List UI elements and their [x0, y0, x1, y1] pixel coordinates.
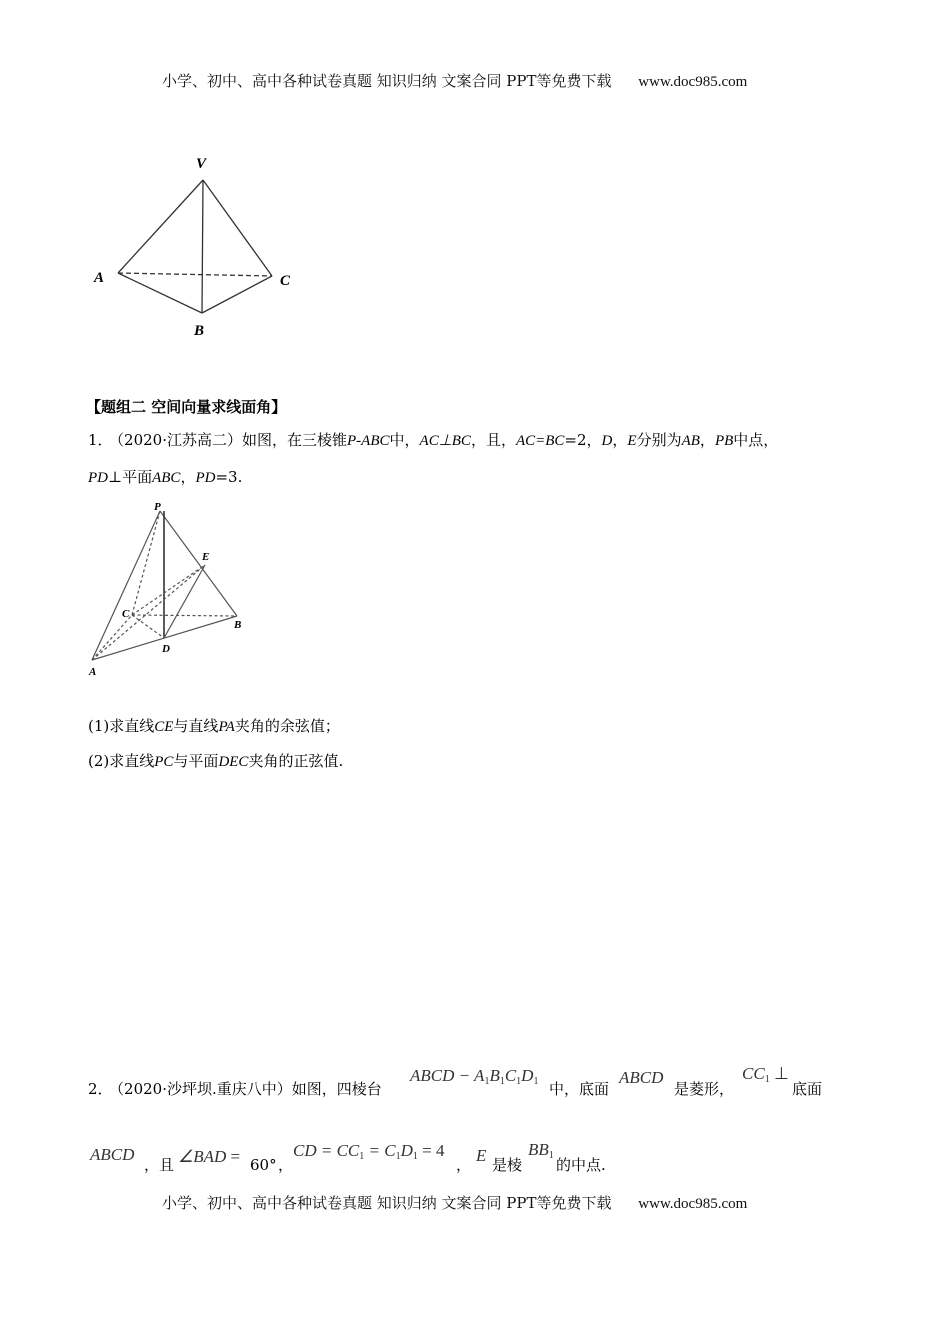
- problem1-source: （2020·江苏高二）: [116, 431, 242, 449]
- problem2-angle: [178, 1147, 240, 1167]
- problem1-pabc: P-ABC: [347, 433, 390, 449]
- problem2-e: E: [476, 1146, 487, 1165]
- question-dec: DEC: [218, 754, 249, 770]
- formula-part: ⊥: [769, 1064, 789, 1083]
- problem1-text: ⊥平面: [108, 468, 153, 486]
- footer-text: 小学、初中、高中各种试卷真题 知识归纳 文案合同 PPT等免费下载: [162, 1194, 612, 1212]
- formula-sub: 1: [516, 1076, 522, 1087]
- problem1-pb: PB: [714, 433, 734, 449]
- question-ce: CE: [154, 719, 174, 735]
- problem1-text: 中，: [389, 431, 420, 449]
- problem2-base-2: ABCD: [90, 1145, 135, 1164]
- formula-part: ABCD − A: [410, 1066, 485, 1085]
- section-title: 【题组二 空间向量求线面角】: [86, 398, 287, 416]
- formula-part: D: [521, 1066, 534, 1085]
- problem2-text-6: ，: [278, 1156, 294, 1174]
- label-c: C: [280, 273, 291, 289]
- formula-part: D: [400, 1141, 413, 1160]
- problem1-text: ，且，: [470, 431, 516, 449]
- formula-sub: 1: [484, 1076, 490, 1087]
- problem2-prism-formula: [410, 1066, 538, 1087]
- problem1-text: =2，: [564, 431, 602, 449]
- question-pc: PC: [154, 754, 174, 770]
- formula-part: = 4: [417, 1141, 445, 1160]
- label-b: B: [234, 619, 242, 631]
- label-a: A: [94, 270, 105, 286]
- problem1-text: ，: [612, 431, 628, 449]
- problem2-angle-value: 60°: [250, 1156, 277, 1174]
- problem1-ab: AB: [681, 433, 700, 449]
- edge-vc: [203, 180, 272, 276]
- question-pa: PA: [218, 719, 235, 735]
- formula-sub: 1: [548, 1150, 554, 1161]
- problem2-text: 如图，四棱台: [291, 1080, 382, 1098]
- label-p: P: [154, 501, 161, 513]
- question-text: 夹角的余弦值；: [234, 717, 340, 735]
- formula-sub: 1: [499, 1076, 505, 1087]
- page-header: [162, 70, 747, 91]
- problem2-base: ABCD: [619, 1068, 664, 1087]
- problem2-number-source: [88, 1079, 382, 1099]
- formula-sub: 1: [359, 1151, 365, 1162]
- label-c: C: [122, 608, 130, 620]
- edge-pa: [92, 511, 160, 660]
- problem1-d: D: [601, 433, 613, 449]
- problem2-text-4: 底面: [792, 1080, 823, 1098]
- problem2-text-2: 中，底面: [549, 1080, 610, 1098]
- formula-part: =: [226, 1147, 241, 1166]
- question-1: [88, 716, 340, 737]
- edge-ac-hidden: [118, 273, 272, 276]
- question-2: [88, 751, 343, 772]
- page-footer: [162, 1192, 747, 1213]
- formula-part: B: [489, 1066, 500, 1085]
- question-text: 夹角的正弦值.: [248, 752, 344, 770]
- problem2-source: （2020·沙坪坝.重庆八中）: [116, 1080, 292, 1098]
- edge-vb: [202, 180, 203, 313]
- problem2-number: 2．: [88, 1080, 113, 1098]
- formula-part: BB: [528, 1140, 549, 1159]
- formula-part: ∠BAD: [178, 1147, 227, 1166]
- label-v: V: [196, 156, 207, 172]
- question-text: (1)求直线: [88, 717, 155, 735]
- formula-part: C: [504, 1066, 517, 1085]
- problem1-text: 分别为: [636, 431, 682, 449]
- label-a: A: [89, 666, 97, 678]
- problem1-text: 中点，: [733, 431, 779, 449]
- figure-tetrahedron-vabc: [80, 145, 320, 345]
- problem1-acbc: AC⊥BC: [419, 433, 471, 449]
- formula-sub: 1: [533, 1076, 539, 1087]
- edge-cb-hidden: [132, 615, 237, 616]
- formula-sub: 1: [395, 1151, 401, 1162]
- edge-ac-hidden: [92, 615, 132, 660]
- problem1-number: 1．: [88, 431, 113, 449]
- problem2-bb: [528, 1140, 554, 1161]
- problem1-line2: [88, 467, 242, 488]
- figure-pyramid-pabc: [82, 498, 262, 682]
- problem1-pd: PD: [88, 470, 108, 486]
- question-text: 与平面: [173, 752, 219, 770]
- problem1-text: 如图，在三棱锥: [242, 431, 348, 449]
- edge-ab: [118, 273, 202, 313]
- problem1-e: E: [627, 433, 637, 449]
- formula-part: = C: [364, 1141, 396, 1160]
- problem2-text-3: 是菱形，: [674, 1080, 735, 1098]
- header-site: www.doc985.com: [638, 74, 748, 90]
- edge-ae-hidden: [92, 565, 205, 660]
- problem2-text-8: 是棱: [492, 1156, 523, 1174]
- edge-ce-hidden: [132, 565, 205, 615]
- edge-va: [118, 180, 203, 273]
- problem1-aceq: AC=BC: [515, 433, 565, 449]
- question-text: (2)求直线: [88, 752, 155, 770]
- formula-part: CC: [742, 1064, 765, 1083]
- problem1-text: =3.: [215, 468, 243, 486]
- edge-pb: [160, 511, 237, 616]
- edge-cd-hidden: [132, 615, 164, 638]
- problem2-text-9: 的中点.: [556, 1156, 606, 1174]
- problem1-text: ，: [180, 468, 196, 486]
- label-b: B: [194, 323, 205, 339]
- header-text: 小学、初中、高中各种试卷真题 知识归纳 文案合同 PPT等免费下载: [162, 72, 612, 90]
- problem2-cc-perp: [742, 1064, 789, 1085]
- question-text: 与直线: [173, 717, 219, 735]
- footer-site: www.doc985.com: [638, 1196, 748, 1212]
- problem1-abc: ABC: [152, 470, 181, 486]
- edge-bc: [202, 276, 272, 313]
- label-d: D: [162, 643, 170, 655]
- label-e: E: [202, 551, 210, 563]
- formula-sub: 1: [412, 1151, 418, 1162]
- problem2-cd-formula: [293, 1141, 444, 1162]
- formula-sub: 1: [764, 1074, 770, 1085]
- formula-part: CD = CC: [293, 1141, 360, 1160]
- problem1-line1: [88, 430, 778, 451]
- problem2-text-5: ，且: [144, 1156, 175, 1174]
- problem2-text-7: ，: [456, 1156, 472, 1174]
- problem1-pd2: PD: [195, 470, 216, 486]
- problem1-text: ，: [699, 431, 715, 449]
